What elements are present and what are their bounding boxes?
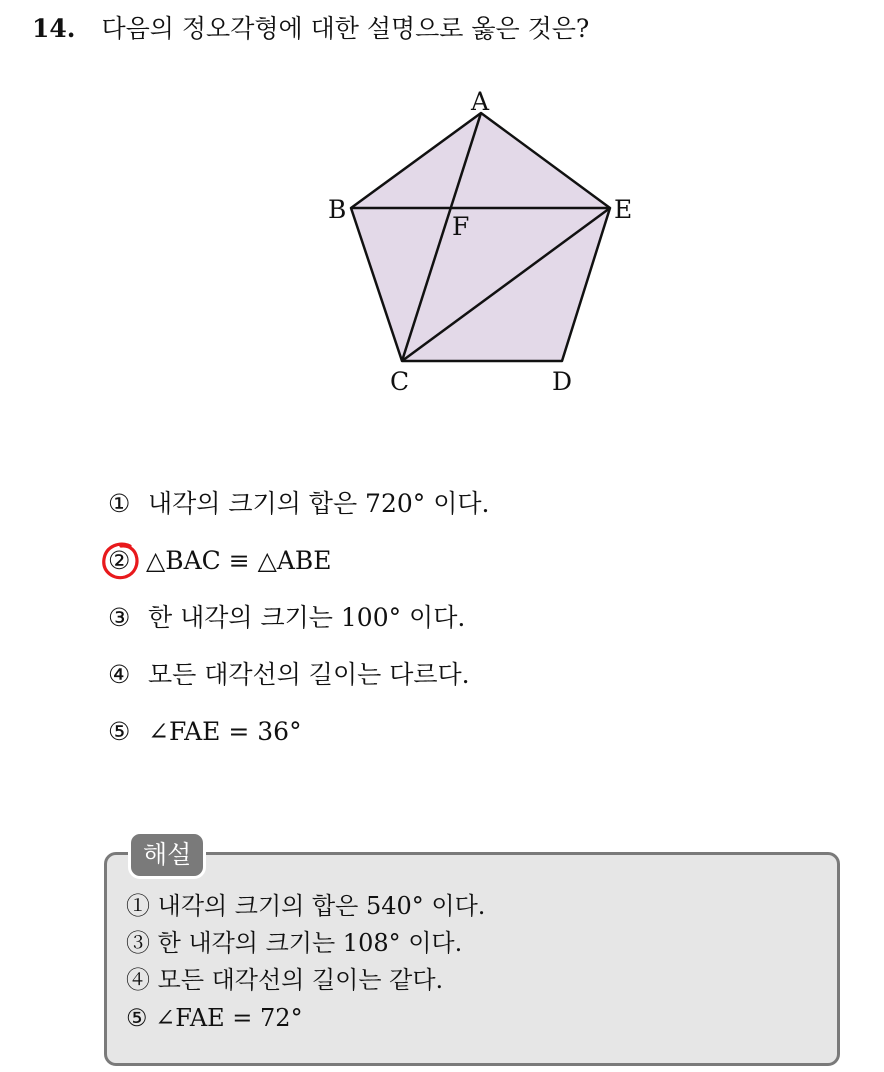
choice-4[interactable] xyxy=(108,659,470,691)
question-number: 14. xyxy=(32,14,76,43)
choice-number: ④ xyxy=(108,660,131,689)
choice-text: ∠FAE = 36° xyxy=(148,717,302,746)
choice-number: ⑤ xyxy=(108,717,131,746)
solution-line: ⑤ ∠FAE = 72° xyxy=(126,1004,303,1032)
choice-number: ② xyxy=(108,546,131,575)
choice-1[interactable] xyxy=(108,488,489,520)
choice-text: 한 내각의 크기는 100° 이다. xyxy=(148,603,466,632)
choice-number: ③ xyxy=(108,603,131,632)
choice-text: 모든 대각선의 길이는 다르다. xyxy=(148,660,470,689)
vertex-label-b: B xyxy=(328,195,347,224)
question-text: 다음의 정오각형에 대한 설명으로 옳은 것은? xyxy=(101,14,590,43)
pentagon-figure xyxy=(0,0,884,420)
answer-mark-circle xyxy=(100,540,142,582)
solution-line: ① 내각의 크기의 합은 540° 이다. xyxy=(126,892,486,920)
choice-3[interactable] xyxy=(108,602,465,634)
choice-text: △BAC ≡ △ABE xyxy=(146,546,332,575)
solution-tag: 해설 xyxy=(128,831,206,879)
choice-number: ① xyxy=(108,489,131,518)
choice-text: 내각의 크기의 합은 720° 이다. xyxy=(148,489,490,518)
vertex-label-a: A xyxy=(471,87,490,116)
vertex-label-f: F xyxy=(452,212,470,241)
vertex-label-c: C xyxy=(390,367,410,396)
vertex-label-e: E xyxy=(614,195,633,224)
solution-line: ④ 모든 대각선의 길이는 같다. xyxy=(126,966,444,994)
choice-5[interactable] xyxy=(108,716,302,748)
vertex-label-d: D xyxy=(552,367,573,396)
solution-line: ③ 한 내각의 크기는 108° 이다. xyxy=(126,929,463,957)
